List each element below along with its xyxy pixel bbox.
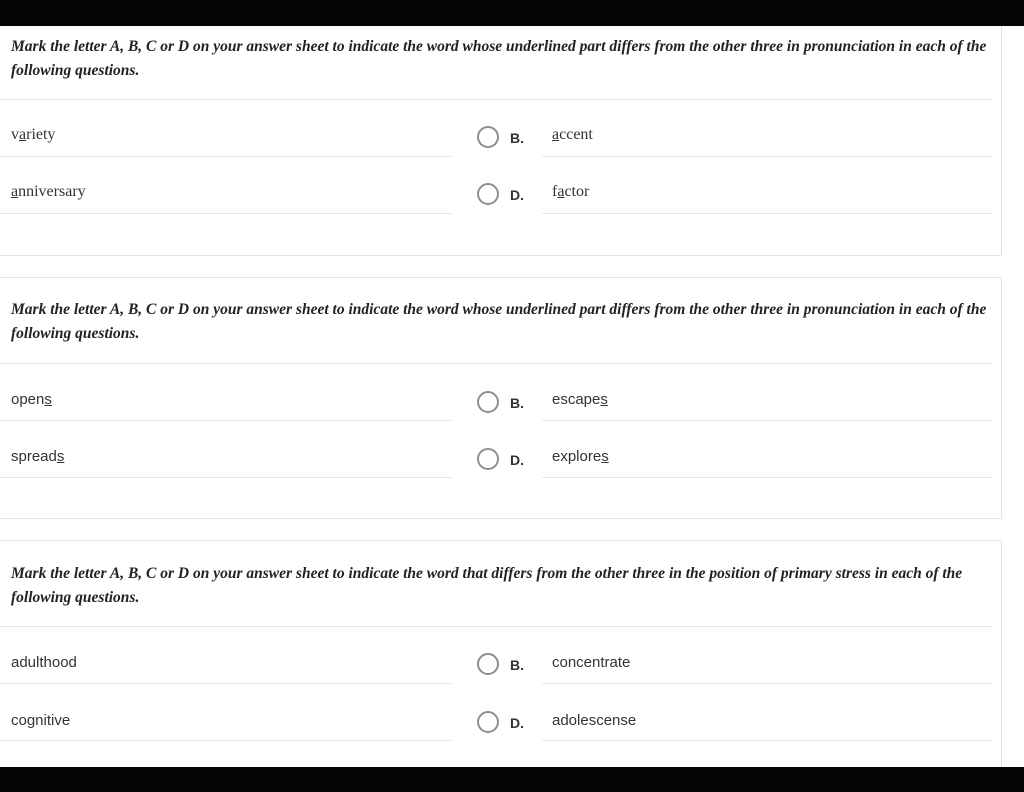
bottom-black-bar bbox=[0, 767, 1024, 792]
option-b-text: escapes bbox=[552, 391, 608, 408]
option-c-text: anniversary bbox=[11, 183, 86, 200]
divider bbox=[0, 420, 452, 421]
option-d-text: adolescense bbox=[552, 712, 637, 729]
divider bbox=[542, 420, 992, 421]
option-b-letter: B. bbox=[510, 657, 524, 673]
option-b-text: accent bbox=[552, 126, 593, 143]
divider bbox=[0, 683, 452, 684]
divider bbox=[0, 626, 992, 627]
option-a-text: variety bbox=[11, 126, 56, 143]
option-d-text: explores bbox=[552, 448, 609, 465]
option-b-radio[interactable] bbox=[477, 653, 499, 675]
option-b-text: concentrate bbox=[552, 654, 631, 671]
option-d-letter: D. bbox=[510, 715, 524, 731]
question-card-3 bbox=[0, 540, 1002, 767]
option-b-radio[interactable] bbox=[477, 126, 499, 148]
divider bbox=[542, 740, 992, 741]
option-d-radio[interactable] bbox=[477, 448, 499, 470]
option-d-radio[interactable] bbox=[477, 711, 499, 733]
question-prompt: Mark the letter A, B, C or D on your answer sheet to indicate the word that differs from the other three in the position of primary stress in each of the following questions. bbox=[11, 565, 963, 606]
option-a-text: opens bbox=[11, 391, 52, 408]
option-d-letter: D. bbox=[510, 452, 524, 468]
option-b-letter: B. bbox=[510, 395, 524, 411]
question-card-1 bbox=[0, 26, 1002, 256]
option-d-letter: D. bbox=[510, 187, 524, 203]
divider bbox=[0, 740, 452, 741]
option-d-text: factor bbox=[552, 183, 590, 200]
question-card-2 bbox=[0, 277, 1002, 519]
divider bbox=[0, 477, 452, 478]
option-b-radio[interactable] bbox=[477, 391, 499, 413]
option-c-text: cognitive bbox=[11, 712, 71, 729]
divider bbox=[542, 156, 992, 157]
divider bbox=[0, 99, 992, 100]
divider bbox=[542, 683, 992, 684]
option-d-radio[interactable] bbox=[477, 183, 499, 205]
question-prompt: Mark the letter A, B, C or D on your answer sheet to indicate the word whose underlined part differs from the other three in pronunciation in each of the following questions. bbox=[11, 38, 987, 79]
option-b-letter: B. bbox=[510, 130, 524, 146]
divider bbox=[0, 156, 452, 157]
divider bbox=[0, 363, 992, 364]
option-a-text: adulthood bbox=[11, 654, 77, 671]
divider bbox=[542, 477, 992, 478]
divider bbox=[0, 213, 452, 214]
top-black-bar bbox=[0, 0, 1024, 26]
question-prompt: Mark the letter A, B, C or D on your answer sheet to indicate the word whose underlined part differs from the other three in pronunciation in each of the following questions. bbox=[11, 301, 987, 342]
divider bbox=[542, 213, 992, 214]
option-c-text: spreads bbox=[11, 448, 65, 465]
